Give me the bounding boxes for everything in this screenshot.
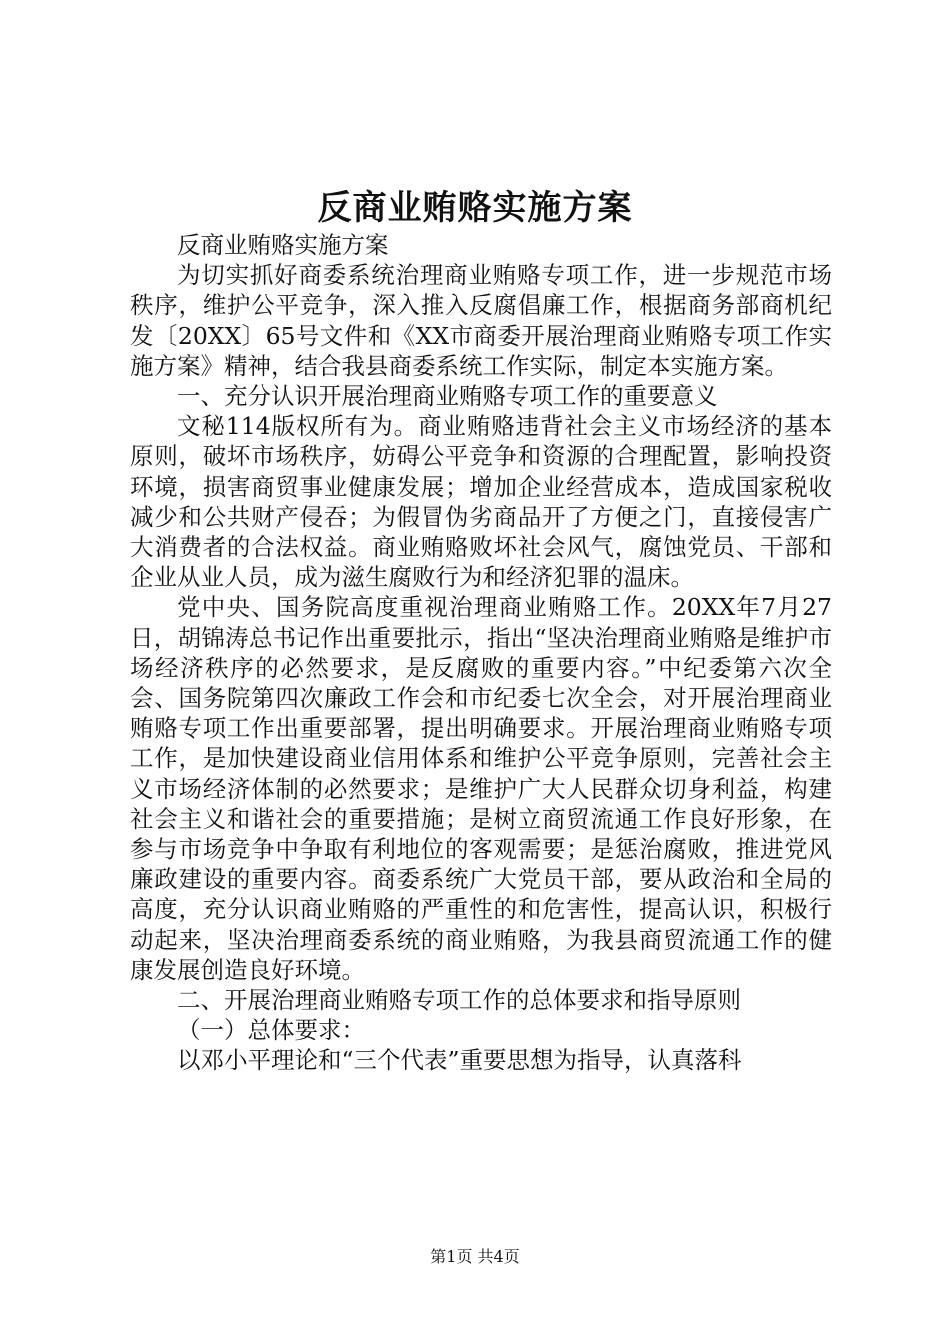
section-heading-1: 一、充分认识开展治理商业贿赂专项工作的重要意义: [177, 382, 718, 411]
paragraph-significance: 文秘114版权所有为。商业贿赂违背社会主义市场经济的基本原则，破坏市场秩序，妨碍公平竞争和资源的合理配置，影响投资环境，损害商贸事业健康发展；增加企业经营成本，造成国家税收减少和公共财产侵吞；为假冒伪劣商品开了方便之门，直接侵害广大消费者的合法权益。商业贿赂败坏社会风气，腐蚀党员、干部和企业从业人员，成为滋生腐败行为和经济犯罪的温床。: [130, 412, 832, 592]
paragraph-subtitle: 反商业贿赂实施方案: [177, 231, 389, 259]
paragraph-guiding-theory: 以邓小平理论和“三个代表”重要思想为指导，认真落科: [177, 1046, 742, 1075]
paragraph-central-directive: 党中央、国务院高度重视治理商业贿赂工作。20XX年7月27日，胡锦涛总书记作出重要批示，指出“坚决治理商业贿赂是维护市场经济秩序的必然要求，是反腐败的重要内容。”中纪委第六次全会、国务院第四次廉政工作会和市纪委七次全会，对开展治理商业贿赂专项工作出重要部署，提出明确要求。开展治理商业贿赂专项工作，是加快建设商业信用体系和维护公平竞争原则，完善社会主义市场经济体制的必然要求；是维护广大人民群众切身利益，构建社会主义和谐社会的重要措施；是树立商贸流通工作良好形象，在参与市场竞争中争取有利地位的客观需要；是惩治腐败，推进党风廉政建设的重要内容。商委系统广大党员干部，要从政治和全局的高度，充分认识商业贿赂的严重性的和危害性，提高认识，积极行动起来，坚决治理商委系统的商业贿赂，为我县商贸流通工作的健康发展创造良好环境。: [130, 593, 832, 984]
page-number-indicator: 第1页 共4页: [430, 1247, 520, 1266]
document-title: 反商业贿赂实施方案: [317, 188, 633, 228]
paragraph-intro: 为切实抓好商委系统治理商业贿赂专项工作，进一步规范市场秩序，维护公平竞争，深入推入反腐倡廉工作，根据商务部商机纪发〔20XX〕65号文件和《XX市商委开展治理商业贿赂专项工作实施方案》精神，结合我县商委系统工作实际，制定本实施方案。: [130, 261, 832, 380]
section-heading-2: 二、开展治理商业贿赂专项工作的总体要求和指导原则: [177, 986, 741, 1015]
subsection-heading-1: （一）总体要求：: [177, 1016, 365, 1045]
document-body: [130, 230, 832, 1076]
